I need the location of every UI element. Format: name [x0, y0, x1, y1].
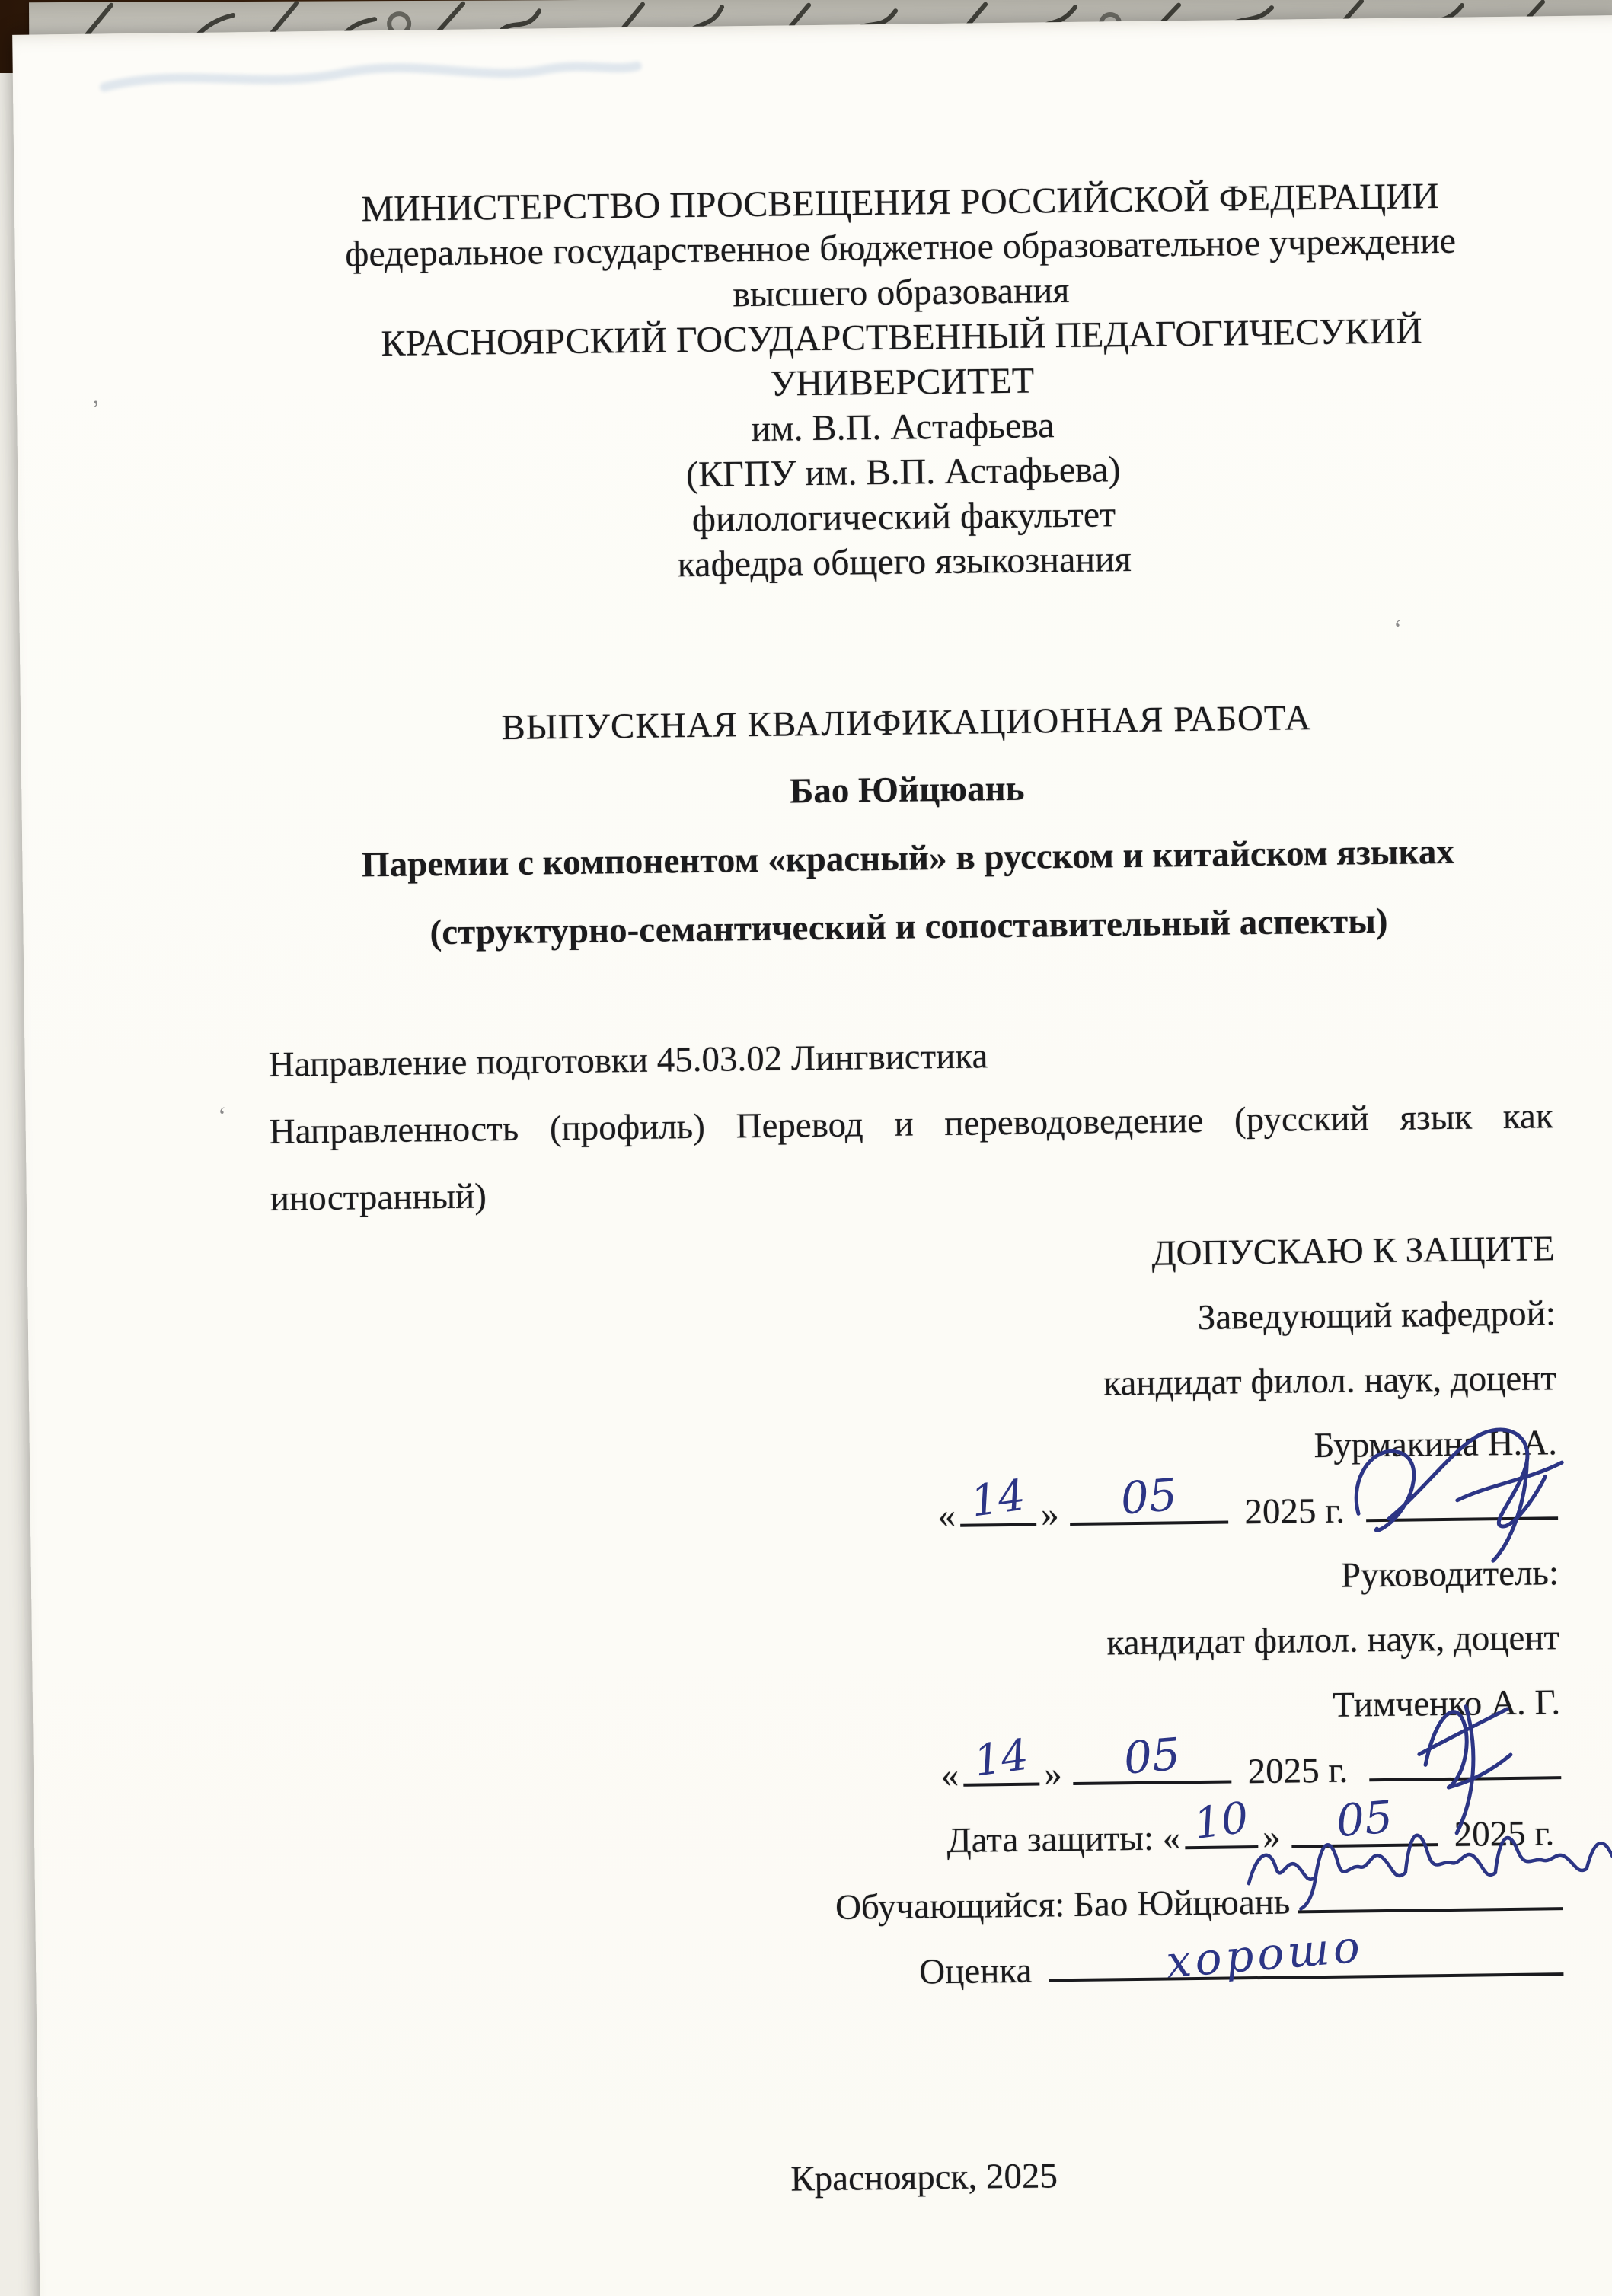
scan-color-artifact — [1568, 2291, 1612, 2296]
grade-handwritten: хорошо — [1164, 1920, 1366, 1988]
defense-date-month-handwritten: 05 — [1333, 1791, 1395, 1848]
supervisor-date-month-blank — [1072, 1727, 1231, 1785]
profile-line2: иностранный) — [270, 1176, 487, 1219]
head-name-line: Бурмакина Н.А. — [1314, 1423, 1558, 1466]
defense-date-label: Дата защиты: — [946, 1818, 1154, 1861]
department-line: кафедра общего языкознания — [677, 538, 1132, 585]
supervisor-date-day-handwritten: 14 — [971, 1730, 1032, 1787]
head-date-month-handwritten: 05 — [1118, 1468, 1179, 1525]
supervisor-date-day-blank — [963, 1730, 1040, 1787]
institution-type-line: федеральное государственное бюджетное образовательное учреждение — [344, 220, 1457, 275]
open-quote: « — [1162, 1818, 1181, 1858]
direction-line: Направление подготовки 45.03.02 Лингвистика — [268, 1036, 988, 1085]
university-abbreviation: (КГПУ им. В.П. Астафьева) — [685, 449, 1121, 496]
grade-blank — [1049, 1920, 1564, 1988]
work-type-heading: ВЫПУСКНАЯ КВАЛИФИКАЦИОННАЯ РАБОТА — [501, 698, 1312, 748]
close-quote: » — [1043, 1754, 1063, 1794]
scan-speck: ʻ — [218, 1102, 227, 1130]
title-page — [12, 15, 1612, 2296]
work-title-line2: (структурно-семантический и сопоставительный аспекты) — [429, 901, 1388, 953]
scan-speck: ʻ — [1393, 615, 1403, 643]
close-quote: » — [1040, 1494, 1059, 1535]
admit-to-defense-line: ДОПУСКАЮ К ЗАЩИТЕ — [1151, 1229, 1556, 1274]
open-quote: « — [937, 1495, 956, 1536]
profile-line1: Направленность (профиль) Перевод и переводоведение (русский язык как — [269, 1096, 1553, 1152]
page-content — [12, 15, 1612, 2221]
university-name-line1: КРАСНОЯРСКИЙ ГОСУДАРСТВЕННЫЙ ПЕДАГОГИЧЕСУКИЙ — [381, 311, 1422, 364]
head-date-year: 2025 г. — [1244, 1491, 1345, 1532]
supervisor-date-month-handwritten: 05 — [1121, 1727, 1182, 1784]
scan-speck: ʼ — [91, 396, 101, 424]
education-level-line: высшего образования — [732, 269, 1070, 315]
student-signature-blank — [1298, 1866, 1563, 1913]
university-named-after: им. В.П. Астафьева — [751, 405, 1055, 450]
faculty-line: филологический факультет — [691, 494, 1116, 540]
head-role-line: Заведующий кафедрой: — [1197, 1293, 1556, 1338]
defense-date-month-blank — [1291, 1791, 1438, 1848]
student-label: Обучающийся: Бао Юйцюань — [835, 1882, 1291, 1928]
open-quote: « — [940, 1755, 959, 1796]
head-degree-line: кандидат филол. наук, доцент — [1103, 1358, 1557, 1404]
head-signature-blank — [1365, 1475, 1558, 1522]
grade-label: Оценка — [918, 1950, 1033, 1992]
close-quote: » — [1262, 1816, 1282, 1857]
supervisor-name-line: Тимченко А. Г. — [1332, 1682, 1561, 1725]
university-name-line2: УНИВЕРСИТЕТ — [770, 360, 1035, 404]
head-date-day-handwritten: 14 — [968, 1470, 1029, 1527]
defense-date-day-blank — [1185, 1793, 1259, 1850]
ministry-line: МИНИСТЕРСТВО ПРОСВЕЩЕНИЯ РОССИЙСКОЙ ФЕДЕРАЦИИ — [361, 175, 1439, 230]
head-date-day-blank — [960, 1470, 1037, 1527]
defense-date-day-handwritten: 10 — [1191, 1793, 1252, 1850]
supervisor-degree-line: кандидат филол. наук, доцент — [1106, 1618, 1560, 1663]
supervisor-role-line: Руководитель: — [1340, 1553, 1559, 1596]
head-date-month-blank — [1069, 1468, 1228, 1526]
city-year-line: Красноярск, 2025 — [790, 2156, 1058, 2199]
supervisor-signature-blank — [1369, 1735, 1562, 1781]
defense-date-year: 2025 г. — [1454, 1813, 1555, 1854]
supervisor-date-year: 2025 г. — [1247, 1750, 1349, 1792]
author-name: Бао Юйцюань — [789, 768, 1025, 812]
work-title-line1: Паремии с компонентом «красный» в русском и китайском языках — [361, 831, 1455, 885]
